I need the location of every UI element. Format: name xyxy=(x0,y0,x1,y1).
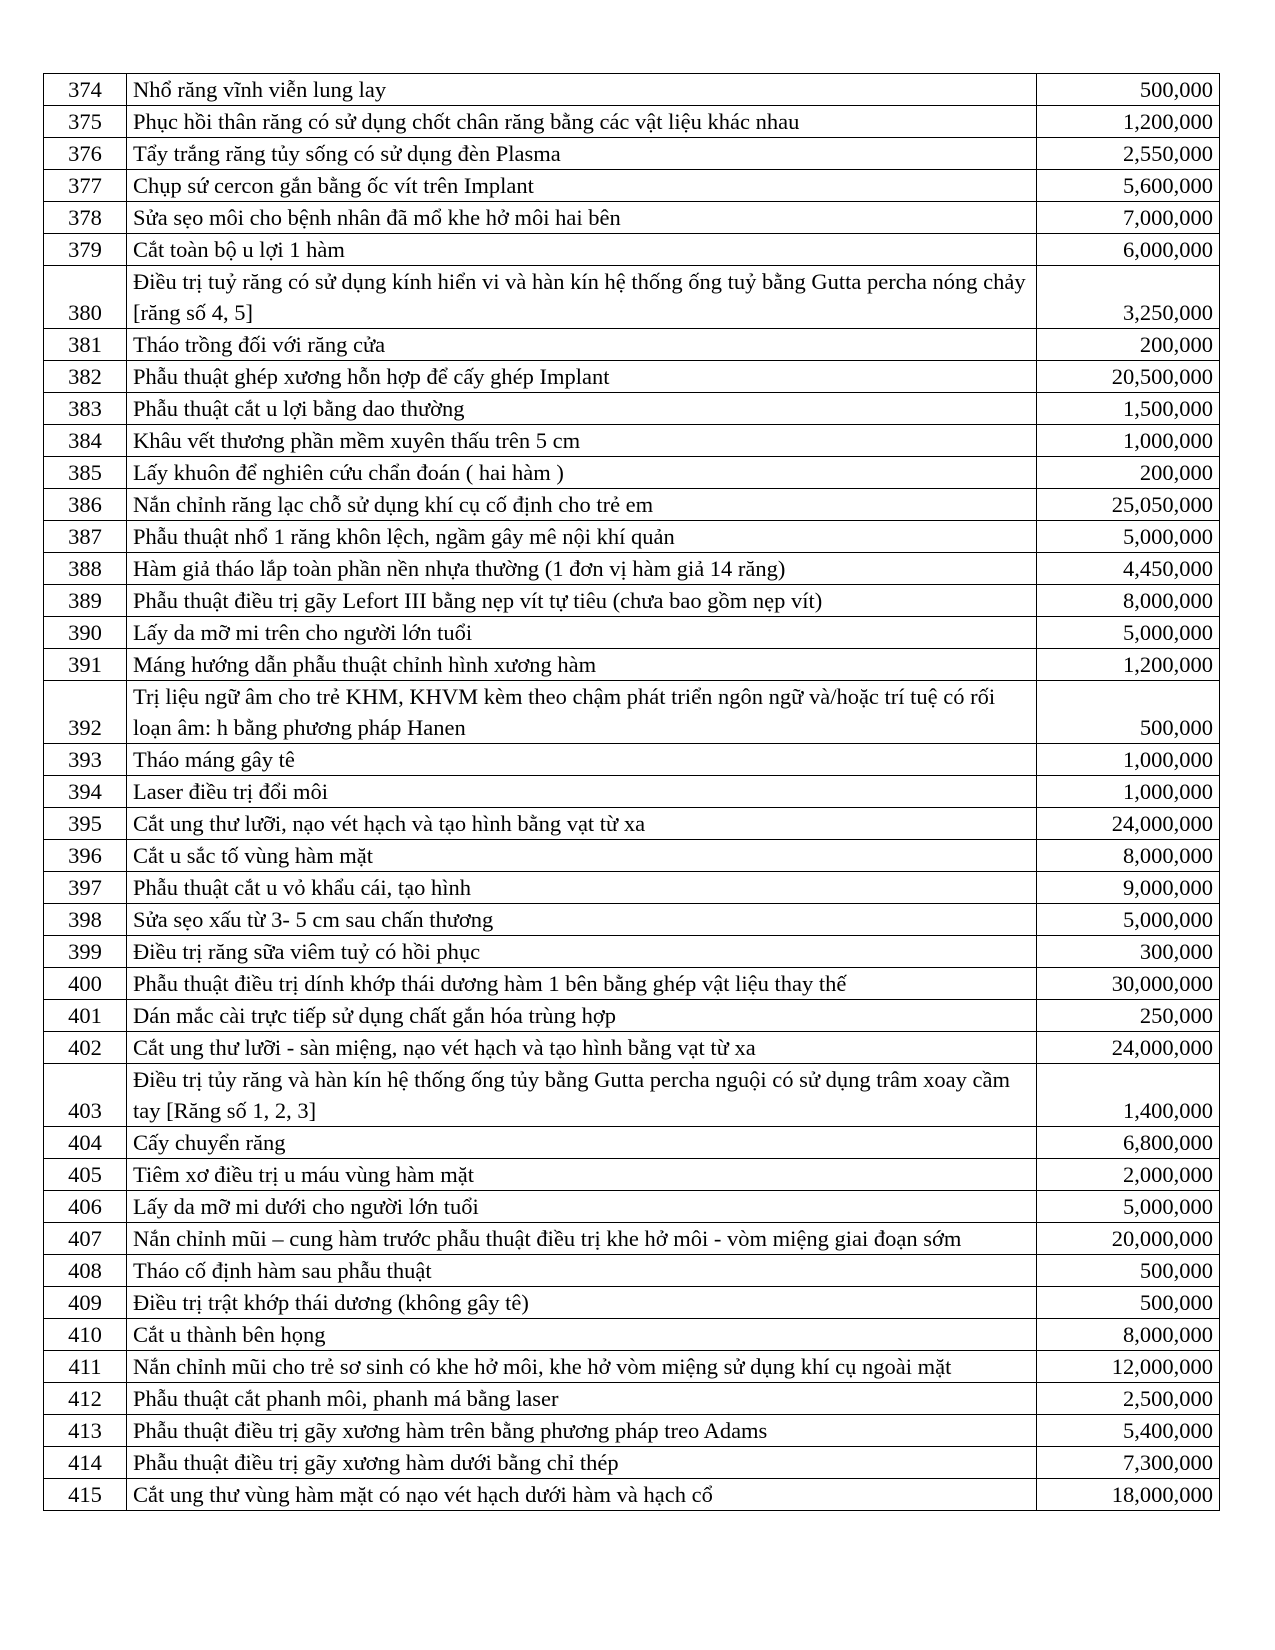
row-number: 409 xyxy=(44,1287,127,1319)
service-name: Cắt u sắc tố vùng hàm mặt xyxy=(127,840,1037,872)
table-row xyxy=(44,1255,1220,1287)
table-row xyxy=(44,1000,1220,1032)
row-number: 375 xyxy=(44,106,127,138)
service-price: 5,000,000 xyxy=(1037,904,1220,936)
service-name: Khâu vết thương phần mềm xuyên thấu trên 5 cm xyxy=(127,425,1037,457)
service-price-table xyxy=(43,73,1220,1511)
table-row xyxy=(44,744,1220,776)
table-row xyxy=(44,106,1220,138)
service-name: Lấy da mỡ mi trên cho người lớn tuổi xyxy=(127,617,1037,649)
document-page xyxy=(43,73,1220,1511)
service-price: 30,000,000 xyxy=(1037,968,1220,1000)
table-row xyxy=(44,1383,1220,1415)
row-number: 386 xyxy=(44,489,127,521)
service-name: Phẫu thuật nhổ 1 răng khôn lệch, ngầm gây mê nội khí quản xyxy=(127,521,1037,553)
table-row xyxy=(44,266,1220,329)
service-price: 5,400,000 xyxy=(1037,1415,1220,1447)
row-number: 413 xyxy=(44,1415,127,1447)
table-row xyxy=(44,489,1220,521)
service-price: 6,000,000 xyxy=(1037,234,1220,266)
service-price: 300,000 xyxy=(1037,936,1220,968)
service-price: 2,550,000 xyxy=(1037,138,1220,170)
table-row xyxy=(44,904,1220,936)
row-number: 410 xyxy=(44,1319,127,1351)
table-row xyxy=(44,202,1220,234)
row-number: 384 xyxy=(44,425,127,457)
service-name: Điều trị tủy răng và hàn kín hệ thống ống tủy bằng Gutta percha nguội có sử dụng trâm xoay cầm tay [Răng số 1, 2, 3] xyxy=(127,1064,1037,1127)
row-number: 379 xyxy=(44,234,127,266)
table-row xyxy=(44,425,1220,457)
service-name: Máng hướng dẫn phẫu thuật chỉnh hình xương hàm xyxy=(127,649,1037,681)
service-name: Phục hồi thân răng có sử dụng chốt chân răng bằng các vật liệu khác nhau xyxy=(127,106,1037,138)
service-price: 5,600,000 xyxy=(1037,170,1220,202)
service-price: 8,000,000 xyxy=(1037,585,1220,617)
service-name: Laser điều trị đổi môi xyxy=(127,776,1037,808)
row-number: 407 xyxy=(44,1223,127,1255)
service-price: 6,800,000 xyxy=(1037,1127,1220,1159)
service-name: Phẫu thuật cắt phanh môi, phanh má bằng laser xyxy=(127,1383,1037,1415)
service-price: 1,000,000 xyxy=(1037,425,1220,457)
table-row xyxy=(44,1447,1220,1479)
service-name: Tiêm xơ điều trị u máu vùng hàm mặt xyxy=(127,1159,1037,1191)
service-price: 8,000,000 xyxy=(1037,840,1220,872)
row-number: 392 xyxy=(44,681,127,744)
service-price: 25,050,000 xyxy=(1037,489,1220,521)
row-number: 381 xyxy=(44,329,127,361)
table-row xyxy=(44,617,1220,649)
table-row xyxy=(44,681,1220,744)
row-number: 403 xyxy=(44,1064,127,1127)
service-price: 1,500,000 xyxy=(1037,393,1220,425)
table-row xyxy=(44,1479,1220,1511)
service-name: Chụp sứ cercon gắn bằng ốc vít trên Implant xyxy=(127,170,1037,202)
table-row xyxy=(44,170,1220,202)
row-number: 378 xyxy=(44,202,127,234)
service-price: 2,000,000 xyxy=(1037,1159,1220,1191)
service-price: 200,000 xyxy=(1037,457,1220,489)
row-number: 415 xyxy=(44,1479,127,1511)
service-name: Phẫu thuật cắt u vỏ khẩu cái, tạo hình xyxy=(127,872,1037,904)
service-price: 1,200,000 xyxy=(1037,106,1220,138)
table-row xyxy=(44,585,1220,617)
row-number: 412 xyxy=(44,1383,127,1415)
row-number: 398 xyxy=(44,904,127,936)
service-name: Cắt toàn bộ u lợi 1 hàm xyxy=(127,234,1037,266)
service-price: 20,000,000 xyxy=(1037,1223,1220,1255)
service-name: Hàm giả tháo lắp toàn phần nền nhựa thường (1 đơn vị hàm giả 14 răng) xyxy=(127,553,1037,585)
service-name: Cắt ung thư lưỡi - sàn miệng, nạo vét hạch và tạo hình bằng vạt từ xa xyxy=(127,1032,1037,1064)
service-price: 500,000 xyxy=(1037,1287,1220,1319)
row-number: 385 xyxy=(44,457,127,489)
service-price: 20,500,000 xyxy=(1037,361,1220,393)
table-row xyxy=(44,393,1220,425)
service-name: Điều trị tuỷ răng có sử dụng kính hiển vi và hàn kín hệ thống ống tuỷ bằng Gutta percha nóng chảy [răng số 4, 5] xyxy=(127,266,1037,329)
service-price: 200,000 xyxy=(1037,329,1220,361)
row-number: 402 xyxy=(44,1032,127,1064)
row-number: 387 xyxy=(44,521,127,553)
table-row xyxy=(44,649,1220,681)
service-price: 5,000,000 xyxy=(1037,1191,1220,1223)
service-name: Sửa sẹo xấu từ 3- 5 cm sau chấn thương xyxy=(127,904,1037,936)
row-number: 414 xyxy=(44,1447,127,1479)
service-price: 8,000,000 xyxy=(1037,1319,1220,1351)
service-name: Phẫu thuật điều trị gãy xương hàm dưới bằng chỉ thép xyxy=(127,1447,1037,1479)
service-price: 1,000,000 xyxy=(1037,776,1220,808)
table-row xyxy=(44,138,1220,170)
row-number: 391 xyxy=(44,649,127,681)
service-name: Cắt ung thư lưỡi, nạo vét hạch và tạo hình bằng vạt từ xa xyxy=(127,808,1037,840)
table-row xyxy=(44,1319,1220,1351)
table-row xyxy=(44,1032,1220,1064)
row-number: 405 xyxy=(44,1159,127,1191)
service-price: 18,000,000 xyxy=(1037,1479,1220,1511)
row-number: 400 xyxy=(44,968,127,1000)
table-row xyxy=(44,1159,1220,1191)
service-name: Cắt ung thư vùng hàm mặt có nạo vét hạch dưới hàm và hạch cổ xyxy=(127,1479,1037,1511)
service-name: Nắn chỉnh mũi – cung hàm trước phẫu thuật điều trị khe hở môi - vòm miệng giai đoạn sớm xyxy=(127,1223,1037,1255)
service-name: Nắn chỉnh mũi cho trẻ sơ sinh có khe hở môi, khe hở vòm miệng sử dụng khí cụ ngoài mặt xyxy=(127,1351,1037,1383)
service-name: Tháo cố định hàm sau phẫu thuật xyxy=(127,1255,1037,1287)
service-price: 7,000,000 xyxy=(1037,202,1220,234)
table-row xyxy=(44,1064,1220,1127)
row-number: 389 xyxy=(44,585,127,617)
table-row xyxy=(44,1127,1220,1159)
service-name: Cắt u thành bên họng xyxy=(127,1319,1037,1351)
service-price: 5,000,000 xyxy=(1037,617,1220,649)
service-name: Lấy da mỡ mi dưới cho người lớn tuổi xyxy=(127,1191,1037,1223)
service-price: 24,000,000 xyxy=(1037,1032,1220,1064)
service-name: Trị liệu ngữ âm cho trẻ KHM, KHVM kèm theo chậm phát triển ngôn ngữ và/hoặc trí tuệ có rối loạn âm: h bằng phương pháp Hanen xyxy=(127,681,1037,744)
row-number: 395 xyxy=(44,808,127,840)
table-row xyxy=(44,234,1220,266)
table-row xyxy=(44,1223,1220,1255)
service-name: Dán mắc cài trực tiếp sử dụng chất gắn hóa trùng hợp xyxy=(127,1000,1037,1032)
service-name: Điều trị trật khớp thái dương (không gây tê) xyxy=(127,1287,1037,1319)
row-number: 396 xyxy=(44,840,127,872)
service-price: 500,000 xyxy=(1037,681,1220,744)
table-row xyxy=(44,361,1220,393)
row-number: 380 xyxy=(44,266,127,329)
service-name: Phẫu thuật cắt u lợi bằng dao thường xyxy=(127,393,1037,425)
service-price: 3,250,000 xyxy=(1037,266,1220,329)
row-number: 383 xyxy=(44,393,127,425)
service-price: 500,000 xyxy=(1037,1255,1220,1287)
service-price: 500,000 xyxy=(1037,74,1220,106)
table-row xyxy=(44,1287,1220,1319)
table-row xyxy=(44,872,1220,904)
table-row xyxy=(44,329,1220,361)
row-number: 382 xyxy=(44,361,127,393)
table-row xyxy=(44,1351,1220,1383)
table-row xyxy=(44,521,1220,553)
row-number: 404 xyxy=(44,1127,127,1159)
service-price: 1,000,000 xyxy=(1037,744,1220,776)
row-number: 411 xyxy=(44,1351,127,1383)
table-body xyxy=(44,74,1220,1511)
service-price: 4,450,000 xyxy=(1037,553,1220,585)
service-name: Cấy chuyển răng xyxy=(127,1127,1037,1159)
service-name: Lấy khuôn để nghiên cứu chẩn đoán ( hai hàm ) xyxy=(127,457,1037,489)
row-number: 408 xyxy=(44,1255,127,1287)
service-name: Tẩy trắng răng tủy sống có sử dụng đèn Plasma xyxy=(127,138,1037,170)
service-price: 24,000,000 xyxy=(1037,808,1220,840)
service-name: Phẫu thuật ghép xương hỗn hợp để cấy ghép Implant xyxy=(127,361,1037,393)
service-name: Điều trị răng sữa viêm tuỷ có hồi phục xyxy=(127,936,1037,968)
service-price: 250,000 xyxy=(1037,1000,1220,1032)
service-name: Phẫu thuật điều trị gãy xương hàm trên bằng phương pháp treo Adams xyxy=(127,1415,1037,1447)
table-row xyxy=(44,968,1220,1000)
service-name: Sửa sẹo môi cho bệnh nhân đã mổ khe hở môi hai bên xyxy=(127,202,1037,234)
table-row xyxy=(44,840,1220,872)
row-number: 401 xyxy=(44,1000,127,1032)
table-row xyxy=(44,1415,1220,1447)
row-number: 397 xyxy=(44,872,127,904)
service-name: Nắn chỉnh răng lạc chỗ sử dụng khí cụ cố định cho trẻ em xyxy=(127,489,1037,521)
table-row xyxy=(44,936,1220,968)
row-number: 388 xyxy=(44,553,127,585)
service-name: Phẫu thuật điều trị gãy Lefort III bằng nẹp vít tự tiêu (chưa bao gồm nẹp vít) xyxy=(127,585,1037,617)
table-row xyxy=(44,1191,1220,1223)
table-row xyxy=(44,808,1220,840)
row-number: 377 xyxy=(44,170,127,202)
table-row xyxy=(44,553,1220,585)
row-number: 374 xyxy=(44,74,127,106)
row-number: 399 xyxy=(44,936,127,968)
row-number: 406 xyxy=(44,1191,127,1223)
row-number: 376 xyxy=(44,138,127,170)
service-name: Tháo máng gây tê xyxy=(127,744,1037,776)
row-number: 390 xyxy=(44,617,127,649)
service-price: 1,400,000 xyxy=(1037,1064,1220,1127)
service-price: 5,000,000 xyxy=(1037,521,1220,553)
service-name: Nhổ răng vĩnh viễn lung lay xyxy=(127,74,1037,106)
service-price: 12,000,000 xyxy=(1037,1351,1220,1383)
row-number: 393 xyxy=(44,744,127,776)
service-price: 7,300,000 xyxy=(1037,1447,1220,1479)
service-price: 1,200,000 xyxy=(1037,649,1220,681)
table-row xyxy=(44,74,1220,106)
service-price: 2,500,000 xyxy=(1037,1383,1220,1415)
row-number: 394 xyxy=(44,776,127,808)
table-row xyxy=(44,457,1220,489)
service-name: Phẫu thuật điều trị dính khớp thái dương hàm 1 bên bằng ghép vật liệu thay thế xyxy=(127,968,1037,1000)
service-price: 9,000,000 xyxy=(1037,872,1220,904)
service-name: Tháo trồng đối với răng cửa xyxy=(127,329,1037,361)
table-row xyxy=(44,776,1220,808)
